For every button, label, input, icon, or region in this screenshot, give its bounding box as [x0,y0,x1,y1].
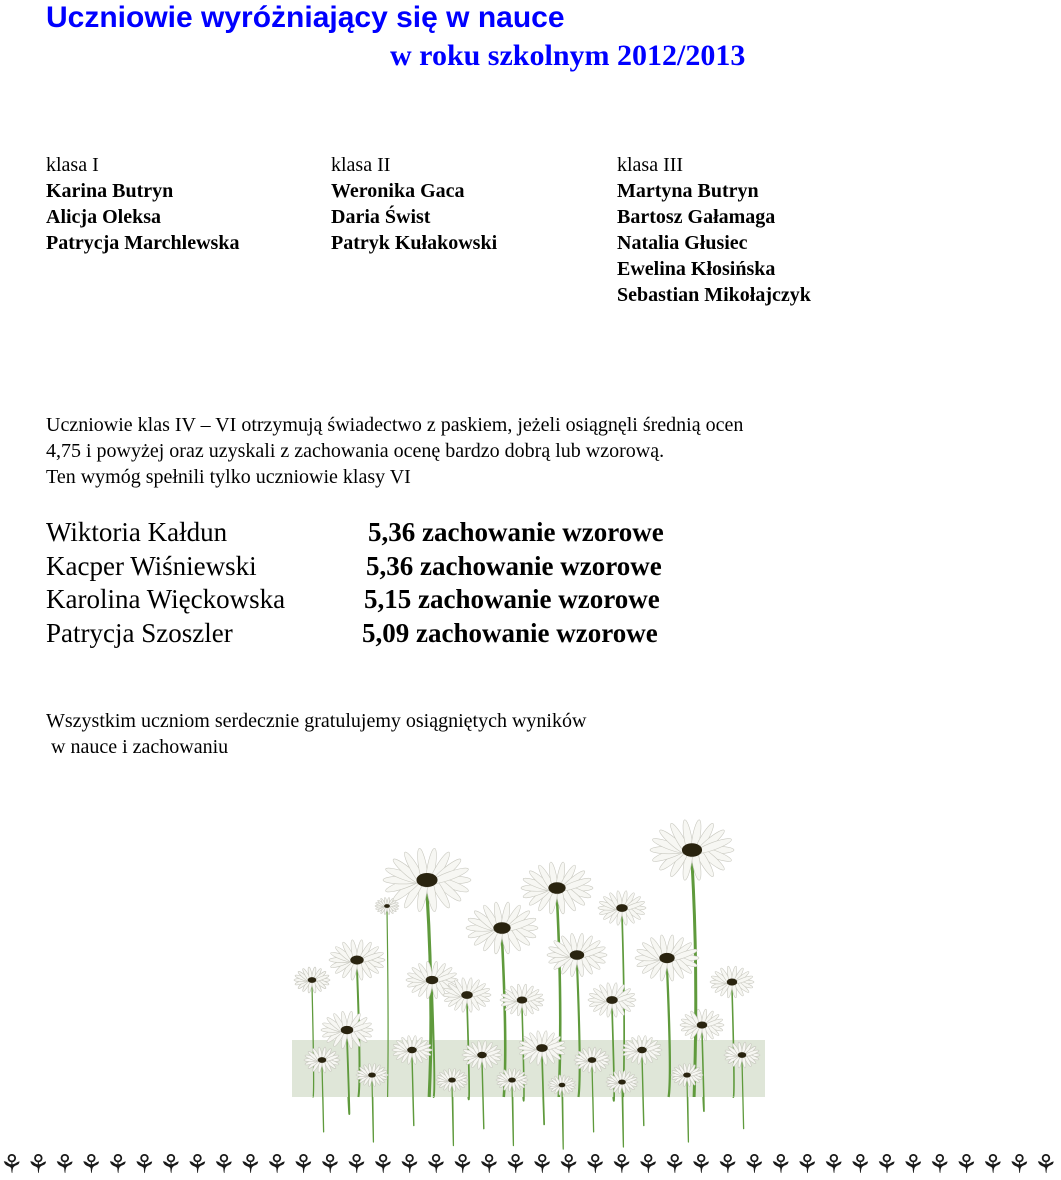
ranking-student-name: Patrycja Szoszler [46,617,233,648]
palm-tree-icon: ⚘ [318,1150,345,1179]
palm-tree-icon: ⚘ [848,1150,876,1179]
student-name: Natalia Głusiec [617,232,748,254]
criteria-line: Uczniowie klas IV – VI otrzymują świadectwo z paskiem, jeżeli osiągnęli średnią ocen [46,414,744,436]
palm-tree-icon-border [0,1150,1061,1180]
class-2-list [331,152,497,256]
palm-tree-icon: ⚘ [450,1150,478,1179]
palm-tree-icon: ⚘ [1034,1150,1061,1179]
palm-tree-icon: ⚘ [928,1150,955,1179]
palm-tree-icon: ⚘ [159,1150,186,1179]
class-3-heading: klasa III [617,154,684,176]
palm-tree-icon: ⚘ [1007,1150,1035,1179]
palm-tree-icon: ⚘ [344,1150,372,1179]
closing-message [46,708,586,760]
palm-tree-icon: ⚘ [821,1150,849,1179]
ranking-student-name: Wiktoria Kałdun [46,517,228,547]
criteria-line: 4,75 i powyżej oraz uzyskali z zachowania ocenę bardzo dobrą lub wzorową. [46,440,665,462]
criteria-line: Ten wymóg spełnili tylko uczniowie klasy VI [46,466,411,488]
ranking-student-name: Kacper Wiśniewski [46,550,257,581]
palm-tree-icon: ⚘ [106,1150,133,1179]
palm-tree-icon: ⚘ [556,1150,584,1179]
palm-tree-icon: ⚘ [981,1150,1008,1179]
palm-tree-icon: ⚘ [689,1150,716,1179]
ranking-score: 5,09 zachowanie wzorowe [362,617,658,648]
class-3-list [617,152,811,308]
page-subtitle: w roku szkolnym 2012/2013 [390,39,746,72]
class-1-heading: klasa I [46,154,99,176]
palm-tree-icon: ⚘ [212,1150,239,1179]
palm-tree-icon: ⚘ [768,1150,796,1179]
palm-tree-icon: ⚘ [954,1150,982,1179]
ranking-student-name: Karolina Więckowska [46,584,286,614]
palm-tree-icon: ⚘ [238,1150,266,1179]
student-name: Bartosz Gałamaga [617,206,776,228]
student-name: Ewelina Kłosińska [617,258,776,280]
palm-tree-icon: ⚘ [715,1150,743,1179]
ranking-score: 5,15 zachowanie wzorowe [364,584,660,614]
student-name: Patryk Kułakowski [331,232,498,254]
palm-tree-icon: ⚘ [26,1150,54,1179]
palm-tree-icon: ⚘ [742,1150,769,1179]
student-name: Martyna Butryn [617,180,759,202]
closing-line: w nauce i zachowaniu [51,736,229,758]
student-name: Patrycja Marchlewska [46,232,240,254]
palm-tree-icon: ⚘ [662,1150,690,1179]
palm-tree-icon: ⚘ [291,1150,319,1179]
palm-tree-icon: ⚘ [53,1150,80,1179]
palm-tree-icon: ⚘ [371,1150,398,1179]
palm-tree-icon: ⚘ [79,1150,107,1179]
student-name: Alicja Oleksa [46,206,161,228]
daisy-flowers-picture [292,810,765,1097]
class-1-list [46,152,239,256]
palm-tree-icon: ⚘ [901,1150,929,1179]
palm-tree-icon: ⚘ [424,1150,451,1179]
palm-tree-icon: ⚘ [0,1150,27,1179]
student-name: Daria Świst [331,206,431,228]
criteria-paragraph [46,412,866,490]
ranking-score: 5,36 zachowanie wzorowe [366,550,662,581]
palm-tree-icon: ⚘ [875,1150,902,1179]
daisy-stem [562,1089,563,1149]
student-name: Karina Butryn [46,180,174,202]
page-title: Uczniowie wyróżniający się w nauce [46,1,565,34]
palm-tree-icon: ⚘ [265,1150,292,1179]
student-name: Sebastian Mikołajczyk [617,284,811,306]
palm-tree-icon: ⚘ [609,1150,637,1179]
palm-tree-icon: ⚘ [397,1150,425,1179]
palm-tree-icon: ⚘ [477,1150,504,1179]
class-2-heading: klasa II [331,154,391,176]
palm-tree-icon: ⚘ [583,1150,610,1179]
palm-tree-icon: ⚘ [795,1150,822,1179]
palm-tree-icon: ⚘ [530,1150,557,1179]
palm-tree-icon: ⚘ [185,1150,213,1179]
palm-tree-icon: ⚘ [636,1150,663,1179]
closing-line: Wszystkim uczniom serdecznie gratulujemy osiągniętych wyników [46,710,587,732]
palm-tree-icon: ⚘ [503,1150,531,1179]
ranking-score: 5,36 zachowanie wzorowe [368,517,664,547]
palm-tree-icon: ⚘ [132,1150,160,1179]
student-name: Weronika Gaca [331,180,465,202]
